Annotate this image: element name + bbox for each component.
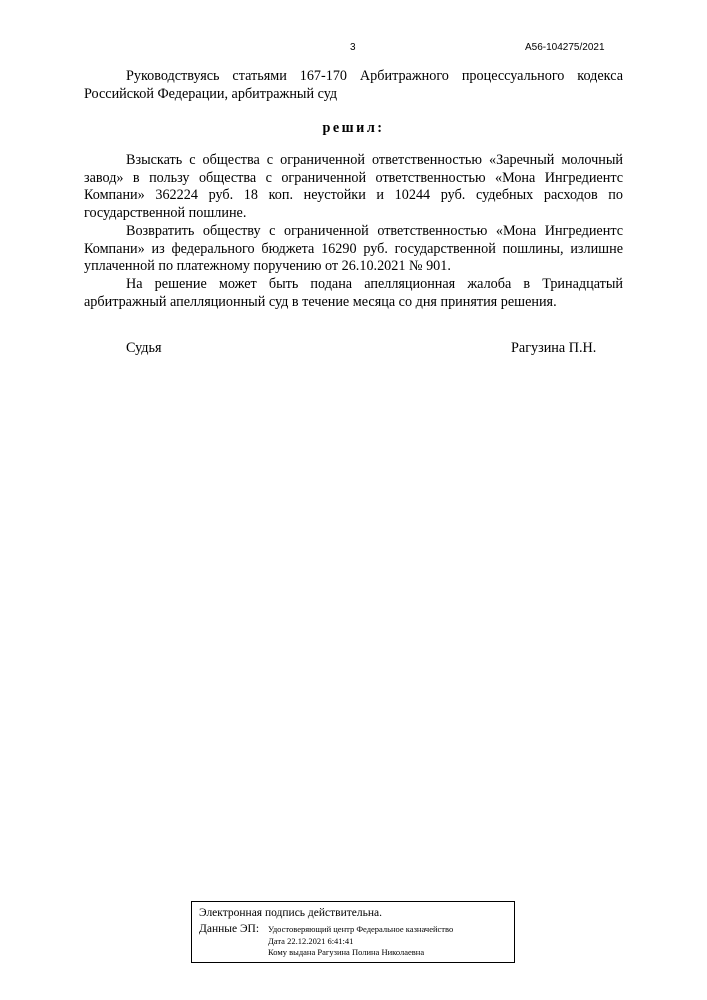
judge-title: Судья — [126, 340, 162, 356]
case-number: А56-104275/2021 — [525, 42, 605, 53]
decision-heading: решил: — [322, 120, 385, 136]
page-number: 3 — [350, 42, 356, 53]
esign-date: Дата 22.12.2021 6:41:41 — [268, 935, 354, 946]
decision-paragraph-refund: Возвратить обществу с ограниченной ответственностью «Мона Ингредиентс Компани» из федерального бюджета 16290 руб. государственной пошлины, излишне уплаченной по платежному поручению от 26.10.2021 № 901. — [84, 222, 623, 275]
decision-body — [84, 152, 623, 311]
decision-paragraph-appeal: На решение может быть подана апелляционная жалоба в Тринадцатый арбитражный апелляционный суд в течение месяца со дня принятия решения. — [84, 275, 623, 310]
judge-name: Рагузина П.Н. — [511, 340, 597, 356]
esign-data-row — [199, 922, 507, 959]
preamble-paragraph: Руководствуясь статьями 167-170 Арбитражного процессуального кодекса Российской Федерации, арбитражный суд — [84, 68, 623, 102]
esign-certificate-center: Удостоверяющий центр Федеральное казначейство — [268, 924, 454, 934]
esign-data-label: Данные ЭП: — [199, 923, 260, 935]
preamble-block — [84, 68, 623, 103]
decision-paragraph-recovery: Взыскать с общества с ограниченной ответственностью «Заречный молочный завод» в пользу общества с ограниченной ответственностью «Мона Ингредиентс Компани» 362224 руб. 18 коп. неустойки и 10244 руб. судебных расходов по государственной пошлине. — [84, 152, 623, 222]
esign-details — [268, 924, 453, 959]
esign-status: Электронная подпись действительна. — [199, 907, 382, 919]
electronic-signature-box — [191, 901, 515, 963]
esign-issued-to: Кому выдана Рагузина Полина Николаевна — [268, 947, 425, 957]
